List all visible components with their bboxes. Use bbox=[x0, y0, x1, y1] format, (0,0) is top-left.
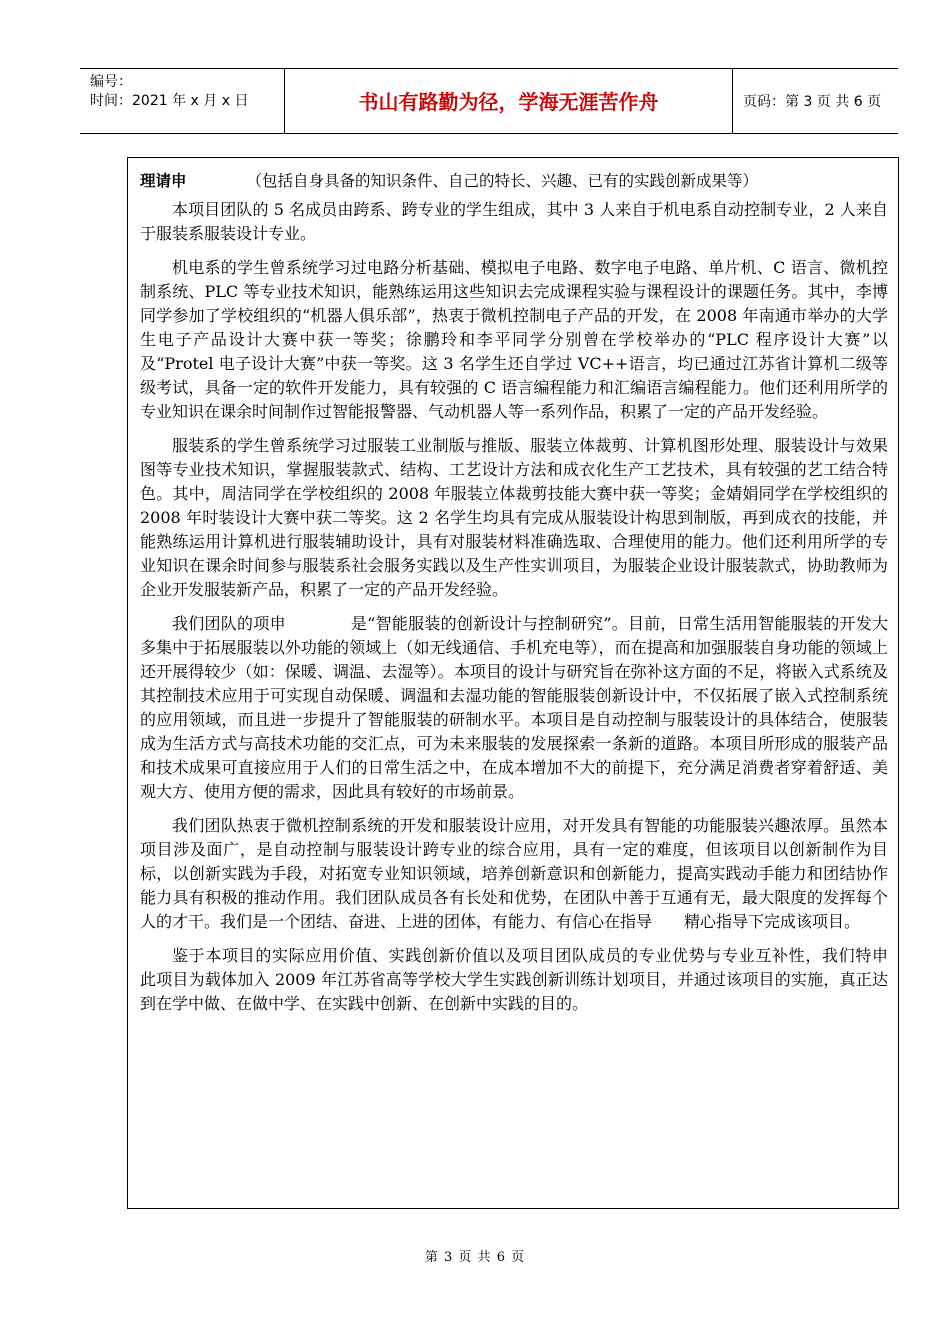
time-label: 时间：2021 年 x 月 x 日 bbox=[90, 93, 249, 109]
application-content-box bbox=[127, 157, 921, 1209]
paragraph-project: 我们团队的项申 是“智能服装的创新设计与控制研究”。目前，日常生活用智能服装的开发大多集中于拓展服装以外功能的领域上（如无线通信、手机充电等），而在提高和加强服装自身功能的领域上还开展得较少（如：保暖、调温、去湿等）。本项目的设计与研究旨在弥补这方面的不足，将嵌入式系统及其控制技术应用于可实现自动保暖、调温和去湿功能的智能服装创新设计中，不仅拓展了嵌入式控制系统的应用领域，而且进一步提升了智能服装的研制水平。本项目是自动控制与服装设计的具体结合，使服装成为生活方式与高技术功能的交汇点，可为未来服装的发展探索一条新的道路。本项目所形成的服装产品和技术成果可直接应用于人们的日常生活之中，在成本增加不大的前提下，充分满足消费者穿着舒适、美观大方、使用方便的需求，因此具有较好的市场前景。 bbox=[140, 614, 888, 801]
page-footer: 第 3 页 共 6 页 bbox=[424, 1250, 526, 1265]
page-header bbox=[80, 68, 898, 134]
paragraph-fashion: 服装系的学生曾系统学习过服装工业制版与推版、服装立体裁剪、计算机图形处理、服装设计与效果图等专业技术知识，掌握服装款式、结构、工艺设计方法和成衣化生产工艺技术，具有较强的艺工结合特色。其中，周洁同学在学校组织的 2008 年服装立体裁剪技能大赛中获一等奖；金婧娟同学在学校组织的 2008 年时装设计大赛中获二等奖。这 2 名学生均具有完成从服装设计构思到制版，再到成衣的技能，并能熟练运用计算机进行服装辅助设计，具有对服装材料准确选取、合理使用的能力。他们还利用所学的专业知识在课余时间参与服装系社会服务实践以及生产性实训项目，为服装企业设计服装款式，协助教师为企业开发服装新产品，积累了一定的产品开发经验。 bbox=[140, 436, 888, 599]
section-heading bbox=[140, 170, 888, 192]
header-motto: 书山有路勤为径，学海无涯苦作舟 bbox=[285, 69, 733, 133]
paragraph-mechatronics: 机电系的学生曾系统学习过电路分析基础、模拟电子电路、数字电子电路、单片机、C 语言、微机控制系统、PLC 等专业技术知识，能熟练运用这些知识去完成课程实验与课程设计的课题任务。其中，李博同学参加了学校组织的“机器人俱乐部”，热衷于微机控制电子产品的开发，在 2008 年南通市举办的大学生电子产品设计大赛中获一等奖；徐鹏玲和李平同学分别曾在学校举办的“PLC 程序设计大赛”以及“Protel 电子设计大赛”中获一等奖。这 3 名学生还自学过 VC++语言，均已通过江苏省计算机二级等级考试，具备一定的软件开发能力，具有较强的 C 语言编程能力和汇编语言编程能力。他们还利用所学的专业知识在课余时间制作过智能报警器、气动机器人等一系列作品，积累了一定的产品开发经验。 bbox=[140, 258, 888, 421]
paragraph-conclusion: 鉴于本项目的实际应用价值、实践创新价值以及项目团队成员的专业优势与专业互补性，我们特申 此项目为载体加入 2009 年江苏省高等学校大学生实践创新训练计划项目，并通过该项目的实施，真正达到在学中做、在做中学、在实践中创新、在创新中实践的目的。 bbox=[140, 946, 921, 1013]
section-subtitle: （包括自身具备的知识条件、自己的特长、兴趣、已有的实践创新成果等） bbox=[246, 172, 759, 190]
paragraph-motivation: 我们团队热衷于微机控制系统的开发和服装设计应用，对开发具有智能的功能服装兴趣浓厚。虽然本项目涉及面广，是自动控制与服装设计跨专业的综合应用，具有一定的难度，但该项目以创新制作为目标，以创新实践为手段，对拓宽专业知识领域，培养创新意识和创新能力，提高实践动手能力和团结协作能力具有积极的推动作用。我们团队成员各有长处和优势，在团队中善于互通有无，最大限度的发挥每个人的才干。我们是一个团结、奋进、上进的团体，有能力、有信心在指导 精心指导下完成该项目。 bbox=[140, 816, 888, 931]
paragraph-team: 本项目团队的 5 名成员由跨系、跨专业的学生组成，其中 3 人来自于机电系自动控制专业，2 人来自于服装系服装设计专业。 bbox=[140, 200, 888, 243]
header-page-info: 页码：第 3 页 共 6 页 bbox=[743, 94, 882, 110]
header-meta bbox=[80, 69, 285, 133]
number-label: 编号： bbox=[90, 74, 132, 90]
section-title: 理请申 bbox=[140, 172, 187, 190]
